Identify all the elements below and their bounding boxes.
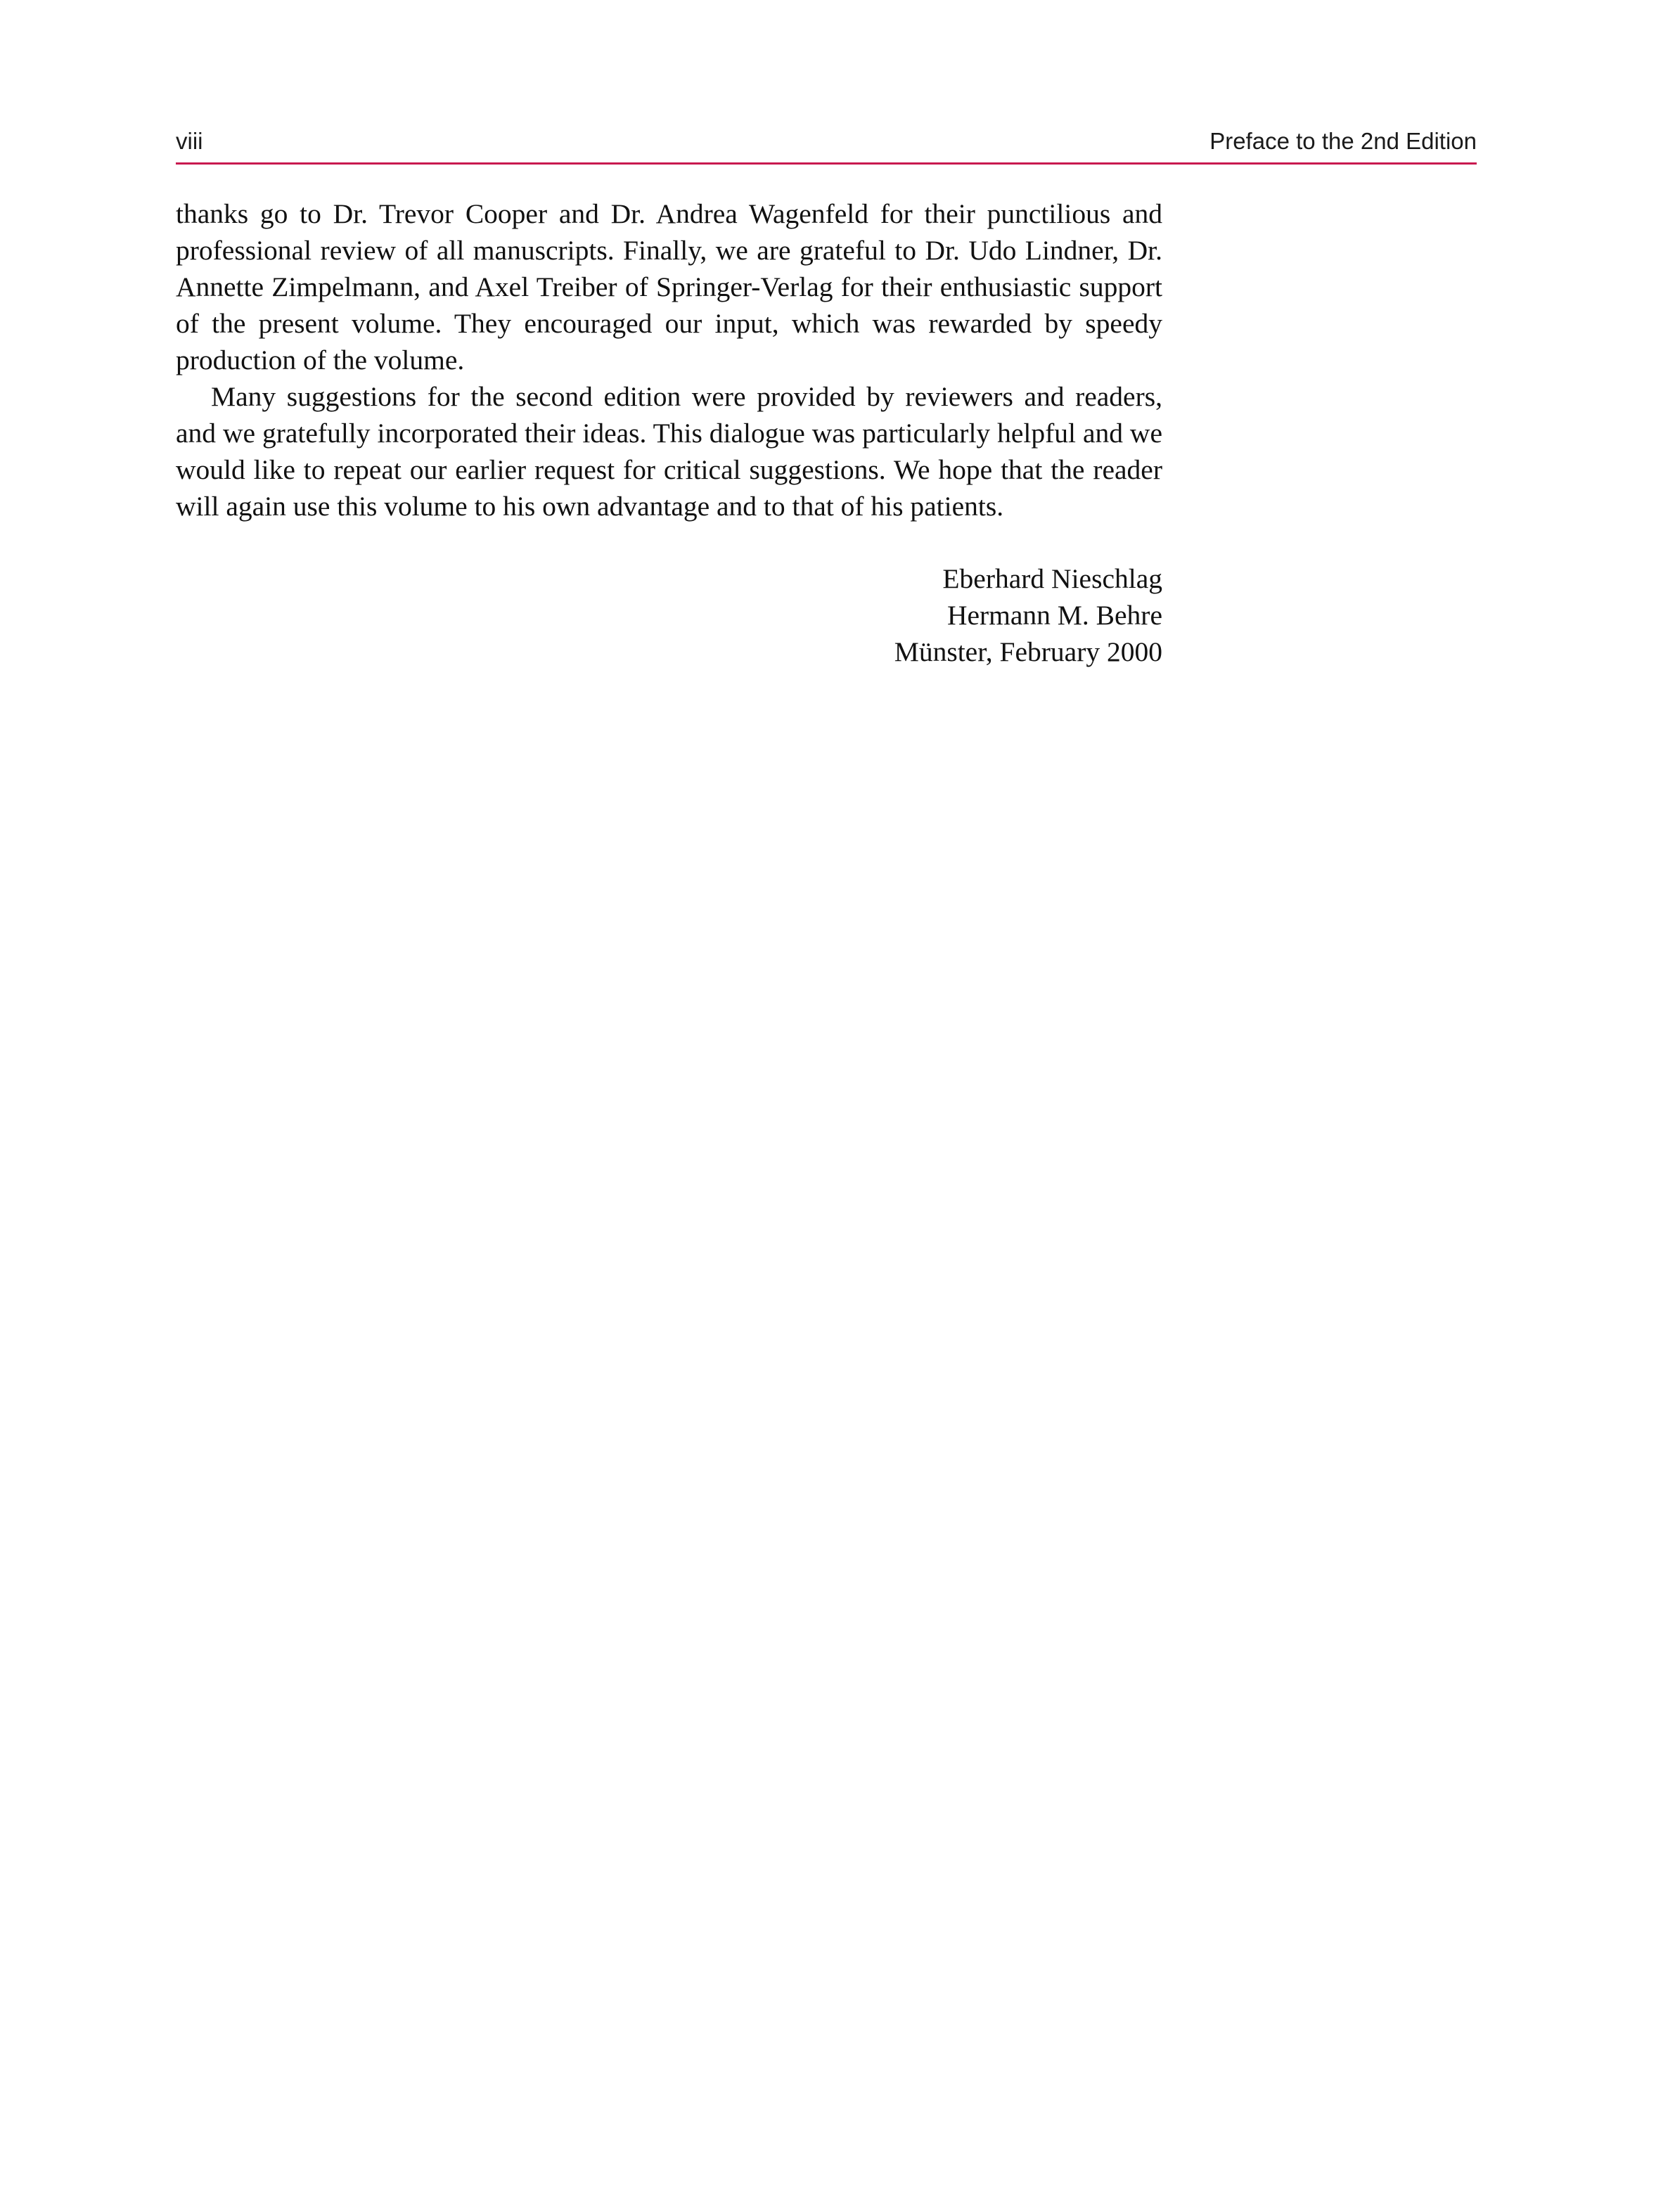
paragraph: Many suggestions for the second edition were provided by reviewers and readers, and we gratefully incorporated their ideas. This dialogue was particularly helpful and we would like to repeat our earlier request for critical suggestions. We hope that the reader will again use this volume to his own advantage and to that of his patients. <box>176 381 1162 522</box>
running-title: Preface to the 2nd Edition <box>1209 128 1477 154</box>
running-head <box>176 128 1477 162</box>
header-rule <box>176 162 1477 165</box>
paragraph-continued: thanks go to Dr. Trevor Cooper and Dr. Andrea Wagenfeld for their punctilious and professional review of all manuscripts. Finally, we are grateful to Dr. Udo Lindner, Dr. Annette Zimpelmann, and Axel Treiber of Springer-Verlag for their enthusiastic support of the present volume. They encouraged our input, which was rewarded by speedy production of the volume. <box>176 198 1162 375</box>
page-number: viii <box>176 128 203 154</box>
author-name: Eberhard Nieschlag <box>942 563 1162 594</box>
author-name: Hermann M. Behre <box>946 600 1162 631</box>
place-date: Münster, February 2000 <box>894 636 1162 667</box>
body-text <box>176 195 1162 525</box>
signature-block <box>176 560 1162 670</box>
